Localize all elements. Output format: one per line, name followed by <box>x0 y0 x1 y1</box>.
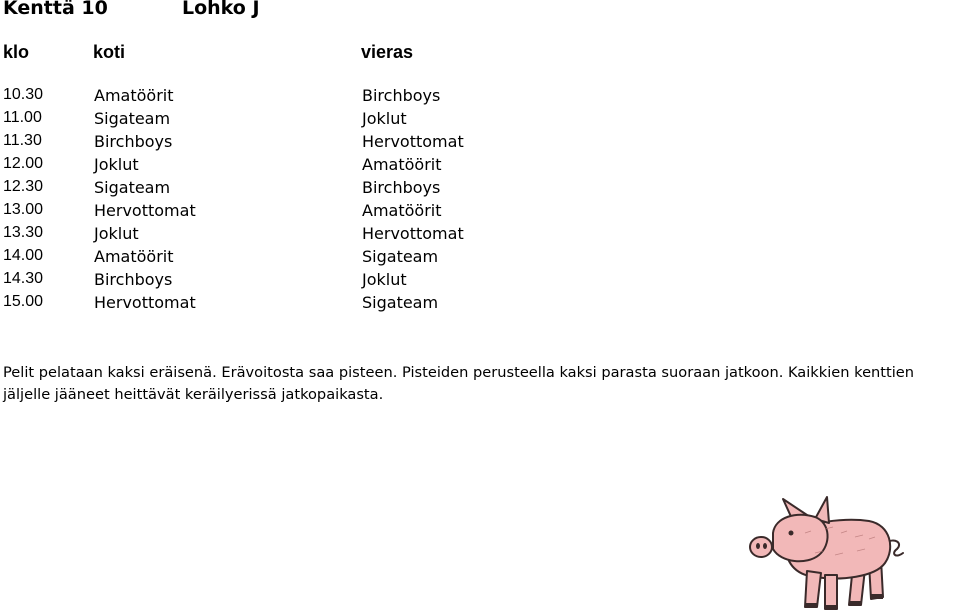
away-team: Sigateam <box>362 293 439 312</box>
group-label: Lohko J <box>182 0 260 19</box>
rules-note <box>3 362 960 406</box>
pig-nostril <box>763 543 767 549</box>
away-team: Birchboys <box>362 178 441 197</box>
pig-hoof <box>849 601 861 606</box>
column-header-home: koti <box>93 42 126 62</box>
home-team: Hervottomat <box>94 293 196 312</box>
away-team: Joklut <box>362 109 407 128</box>
home-team: Sigateam <box>94 178 171 197</box>
pig-head <box>773 515 828 562</box>
away-team: Hervottomat <box>362 224 464 243</box>
match-time: 15.00 <box>3 293 44 310</box>
rules-note-line-1: Pelit pelataan kaksi eräisenä. Erävoitosta saa pisteen. Pisteiden perusteella kaksi parasta suoraan jatkoon. Kaikkien kenttien <box>3 364 915 381</box>
away-team: Amatöörit <box>362 201 442 220</box>
match-time: 14.00 <box>3 247 44 264</box>
field-label: Kenttä 10 <box>3 0 108 19</box>
home-team: Birchboys <box>94 132 173 151</box>
match-time: 12.30 <box>3 178 44 195</box>
pig-leg <box>805 571 821 607</box>
pig-hoof <box>825 605 837 610</box>
home-team: Amatöörit <box>94 247 174 266</box>
pig-hoof <box>871 594 883 599</box>
home-team: Joklut <box>94 224 139 243</box>
pig-hoof <box>805 603 817 608</box>
rules-note-line-2: jäljelle jääneet heittävät keräilyerissä jatkopaikasta. <box>3 386 384 403</box>
match-time: 13.30 <box>3 224 44 241</box>
match-time: 10.30 <box>3 86 44 103</box>
home-team: Sigateam <box>94 109 171 128</box>
pig-illustration <box>745 493 915 615</box>
match-time: 14.30 <box>3 270 44 287</box>
pig-snout <box>750 537 772 557</box>
column-header-time: klo <box>3 42 30 62</box>
away-team: Hervottomat <box>362 132 464 151</box>
home-team: Joklut <box>94 155 139 174</box>
away-team: Birchboys <box>362 86 441 105</box>
away-team: Joklut <box>362 270 407 289</box>
away-team: Amatöörit <box>362 155 442 174</box>
match-time: 11.30 <box>3 132 42 149</box>
home-team: Amatöörit <box>94 86 174 105</box>
match-time: 11.00 <box>3 109 42 126</box>
pig-leg <box>825 575 837 609</box>
column-header-away: vieras <box>361 42 414 62</box>
match-time: 12.00 <box>3 155 44 172</box>
home-team: Birchboys <box>94 270 173 289</box>
home-team: Hervottomat <box>94 201 196 220</box>
pig-nostril <box>756 543 760 549</box>
match-time: 13.00 <box>3 201 44 218</box>
pig-eye <box>789 531 794 536</box>
away-team: Sigateam <box>362 247 439 266</box>
